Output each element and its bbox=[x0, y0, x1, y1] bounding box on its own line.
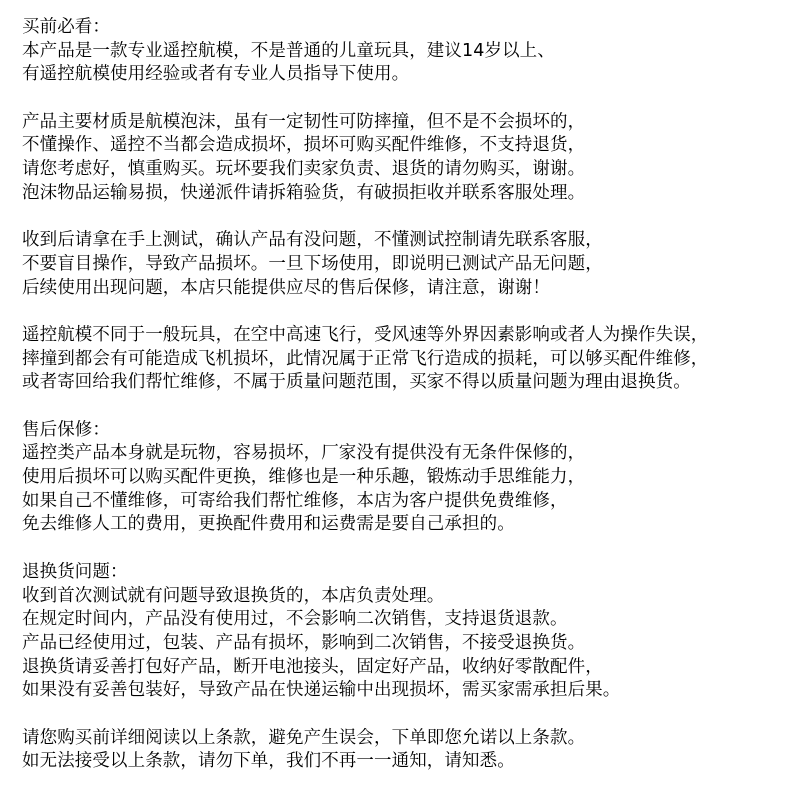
warranty-section bbox=[22, 419, 800, 537]
paragraph-gap bbox=[22, 87, 800, 111]
text-line: 在规定时间内，产品没有使用过，不会影响二次销售，支持退货退款。 bbox=[22, 609, 568, 630]
paragraph-gap bbox=[22, 395, 800, 419]
text-line: 如无法接受以上条款，请勿下单，我们不再一一通知，请知悉。 bbox=[22, 751, 515, 772]
text-line: 如果自己不懂维修，可寄给我们帮忙维修，本店为客户提供免费维修， bbox=[22, 490, 568, 511]
returns-section bbox=[22, 561, 800, 703]
text-line: 不要盲目操作，导致产品损坏。一旦下场使用，即说明已测试产品无问题， bbox=[22, 253, 603, 274]
text-line: 产品已经使用过，包装、产品有损坏，影响到二次销售，不接受退换货。 bbox=[22, 632, 586, 653]
text-line: 产品主要材质是航模泡沫，虽有一定韧性可防摔撞，但不是不会损坏的， bbox=[22, 111, 586, 132]
text-line: 或者寄回给我们帮忙维修，不属于质量问题范围，买家不得以质量问题为理由退换货。 bbox=[22, 372, 691, 393]
testing-section bbox=[22, 229, 800, 300]
text-line: 如果没有妥善包装好，导致产品在快递运输中出现损坏，需买家需承担后果。 bbox=[22, 680, 621, 701]
paragraph-gap bbox=[22, 300, 800, 324]
text-line: 收到后请拿在手上测试，确认产品有没问题，不懂测试控制请先联系客服， bbox=[22, 230, 603, 251]
paragraph-gap bbox=[22, 206, 800, 230]
text-line: 摔撞到都会有可能造成飞机损坏，此情况属于正常飞行造成的损耗，可以够买配件维修， bbox=[22, 348, 709, 369]
paragraph-gap bbox=[22, 537, 800, 561]
text-line: 请您考虑好，慎重购买。玩坏要我们卖家负责、退货的请勿购买，谢谢。 bbox=[22, 159, 586, 180]
flight-damage-section bbox=[22, 324, 800, 395]
text-line: 使用后损坏可以购买配件更换，维修也是一种乐趣，锻炼动手思维能力， bbox=[22, 467, 586, 488]
material-section bbox=[22, 111, 800, 206]
text-line: 有遥控航模使用经验或者有专业人员指导下使用。 bbox=[22, 64, 410, 85]
paragraph-gap bbox=[22, 703, 800, 727]
closing-section bbox=[22, 727, 800, 774]
text-line: 遥控类产品本身就是玩物，容易损坏，厂家没有提供没有无条件保修的， bbox=[22, 443, 586, 464]
text-line: 收到首次测试就有问题导致退换货的，本店负责处理。 bbox=[22, 585, 445, 606]
section-title: 买前必看： bbox=[22, 17, 110, 37]
section-title: 售后保修： bbox=[22, 419, 110, 440]
text-line: 泡沫物品运输易损，快递派件请拆箱验货，有破损拒收并联系客服处理。 bbox=[22, 182, 586, 203]
text-line: 本产品是一款专业遥控航模，不是普通的儿童玩具，建议14岁以上、 bbox=[22, 40, 555, 61]
text-line: 遥控航模不同于一般玩具，在空中高速飞行，受风速等外界因素影响或者人为操作失误， bbox=[22, 324, 709, 345]
purchase-notice-section bbox=[22, 16, 800, 87]
text-line: 不懂操作、遥控不当都会造成损坏，损坏可购买配件维修，不支持退货， bbox=[22, 135, 586, 156]
text-line: 后续使用出现问题，本店只能提供应尽的售后保修，请注意，谢谢！ bbox=[22, 277, 550, 298]
section-title: 退换货问题： bbox=[22, 561, 128, 582]
text-line: 免去维修人工的费用，更换配件费用和运费需是要自己承担的。 bbox=[22, 514, 515, 535]
text-line: 请您购买前详细阅读以上条款，避免产生误会，下单即您允诺以上条款。 bbox=[22, 727, 586, 748]
text-line: 退换货请妥善打包好产品，断开电池接头，固定好产品，收纳好零散配件， bbox=[22, 656, 603, 677]
